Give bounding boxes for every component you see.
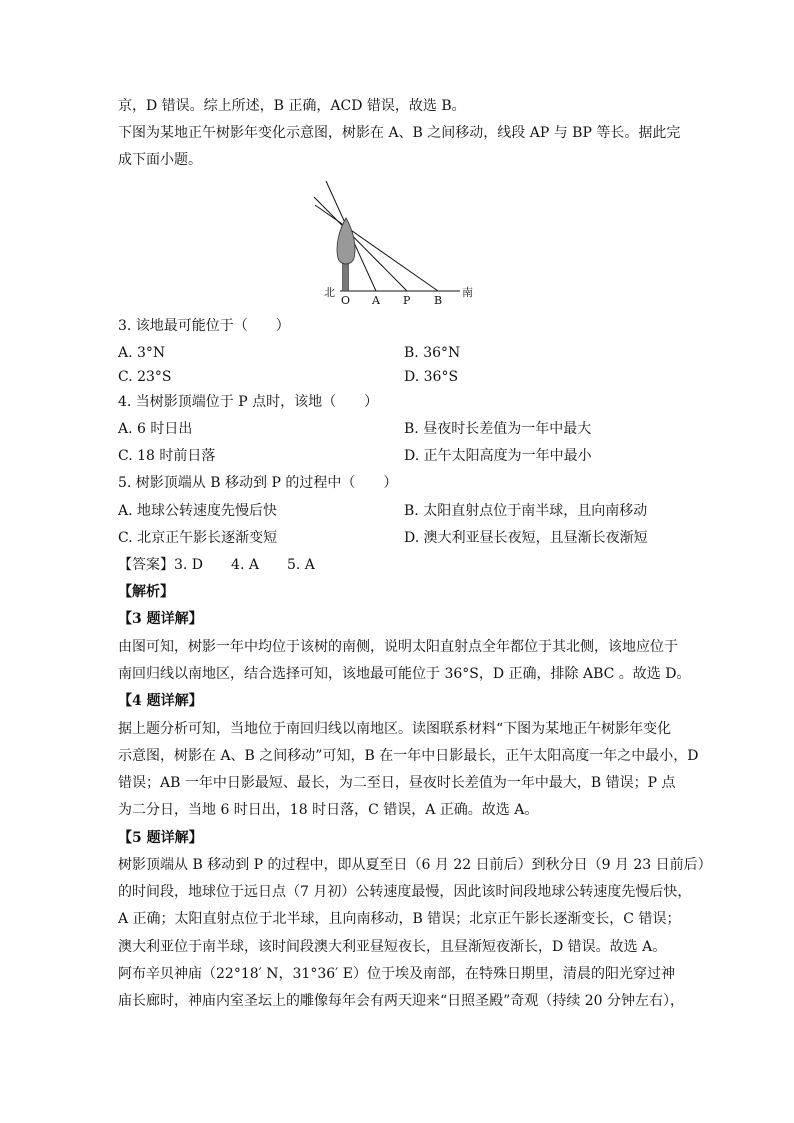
q5-line-4: 澳大利亚位于南半球，该时间段澳大利亚昼短夜长，且昼渐短夜渐长，D 错误。故选 A。: [118, 939, 667, 955]
q3-line-2: 南回归线以南地区，结合选择可知，该地最可能位于 36°S，D 正确，排除 ABC 。故选 D。: [118, 666, 691, 682]
q3-line-1: 由图可知，树影一年中均位于该树的南侧，说明太阳直射点全年都位于其北侧，该地应位于: [118, 639, 678, 655]
intro-line-1: 京，D 错误。综上所述，B 正确，ACD 错误，故选 B。: [118, 98, 466, 114]
ray-to-b: [315, 205, 438, 291]
q4-heading: 【4 题详解】: [118, 693, 203, 709]
next-passage-line-1: 阿布辛贝神庙（22°18′ N，31°36′ E）位于埃及南部，在特殊日期里，清晨的阳光穿过神: [118, 966, 675, 982]
label-north: 北: [324, 286, 335, 299]
question-3-option-b: B. 36°N: [404, 345, 461, 361]
label-o: O: [341, 294, 351, 306]
question-3-option-d: D. 36°S: [404, 369, 459, 385]
question-5-option-d: D. 澳大利亚昼长夜短，且昼渐长夜渐短: [404, 530, 648, 546]
question-5-option-b: B. 太阳直射点位于南半球，且向南移动: [404, 503, 648, 519]
tree-crown: [337, 218, 355, 264]
label-south: 南: [462, 286, 473, 299]
question-4-option-b: B. 昼夜时长差值为一年中最大: [404, 421, 592, 437]
ray-to-p: [314, 197, 407, 291]
intro-line-2: 下图为某地正午树影年变化示意图，树影在 A、B 之间移动，线段 AP 与 BP 等长。据此完: [118, 125, 681, 141]
question-4-option-d: D. 正午太阳高度为一年中最小: [404, 448, 592, 464]
question-5-stem: 5. 树影顶端从 B 移动到 P 的过程中（ ）: [118, 475, 398, 491]
question-4-option-a: A. 6 时日出: [118, 421, 193, 437]
q4-line-2: 示意图，树影在 A、B 之间移动”可知，B 在一年中日影最长，正午太阳高度一年之中最小，D: [118, 748, 699, 764]
question-5-option-a: A. 地球公转速度先慢后快: [118, 503, 278, 519]
q3-heading: 【3 题详解】: [118, 611, 203, 627]
question-4-option-c: C. 18 时前日落: [118, 448, 216, 464]
label-b: B: [434, 294, 443, 306]
q5-heading: 【5 题详解】: [118, 830, 203, 846]
answer-line: 【答案】3. D 4. A 5. A: [118, 557, 315, 573]
tree-shadow-figure: [312, 178, 482, 306]
question-5-option-c: C. 北京正午影长逐渐变短: [118, 530, 278, 546]
q5-line-2: 的时间段，地球位于远日点（7 月初）公转速度最慢，因此该时间段地球公转速度先慢后快，: [118, 884, 692, 900]
question-4-stem: 4. 当树影顶端位于 P 点时，该地（ ）: [118, 394, 379, 410]
q4-line-3: 错误；AB 一年中日影最短、最长，为二至日，昼夜时长差值为一年中最大，B 错误；P 点: [118, 775, 676, 791]
q5-line-1: 树影顶端从 B 移动到 P 的过程中，即从夏至日（6 月 22 日前后）到秋分日（9 月 23 日前后）: [118, 857, 712, 873]
question-3-option-c: C. 23°S: [118, 369, 172, 385]
next-passage-line-2: 庙长廊时，神庙内室圣坛上的雕像每年会有两天迎来“日照圣殿”奇观（持续 20 分钟左右），: [118, 993, 685, 1009]
question-3-stem: 3. 该地最可能位于（ ）: [118, 318, 290, 334]
q5-line-3: A 正确；太阳直射点位于北半球，且向南移动，B 错误；北京正午影长逐渐变长，C 错误；: [118, 911, 681, 927]
question-3-option-a: A. 3°N: [118, 345, 166, 361]
label-p: P: [403, 294, 411, 306]
analysis-heading: 【解析】: [118, 584, 174, 600]
q4-line-1: 据上题分析可知，当地位于南回归线以南地区。读图联系材料“下图为某地正午树影年变化: [118, 721, 672, 737]
intro-line-3: 成下面小题。: [118, 152, 202, 168]
label-a: A: [372, 294, 380, 306]
q4-line-4: 为二分日，当地 6 时日出，18 时日落，C 错误，A 正确。故选 A。: [118, 802, 539, 818]
